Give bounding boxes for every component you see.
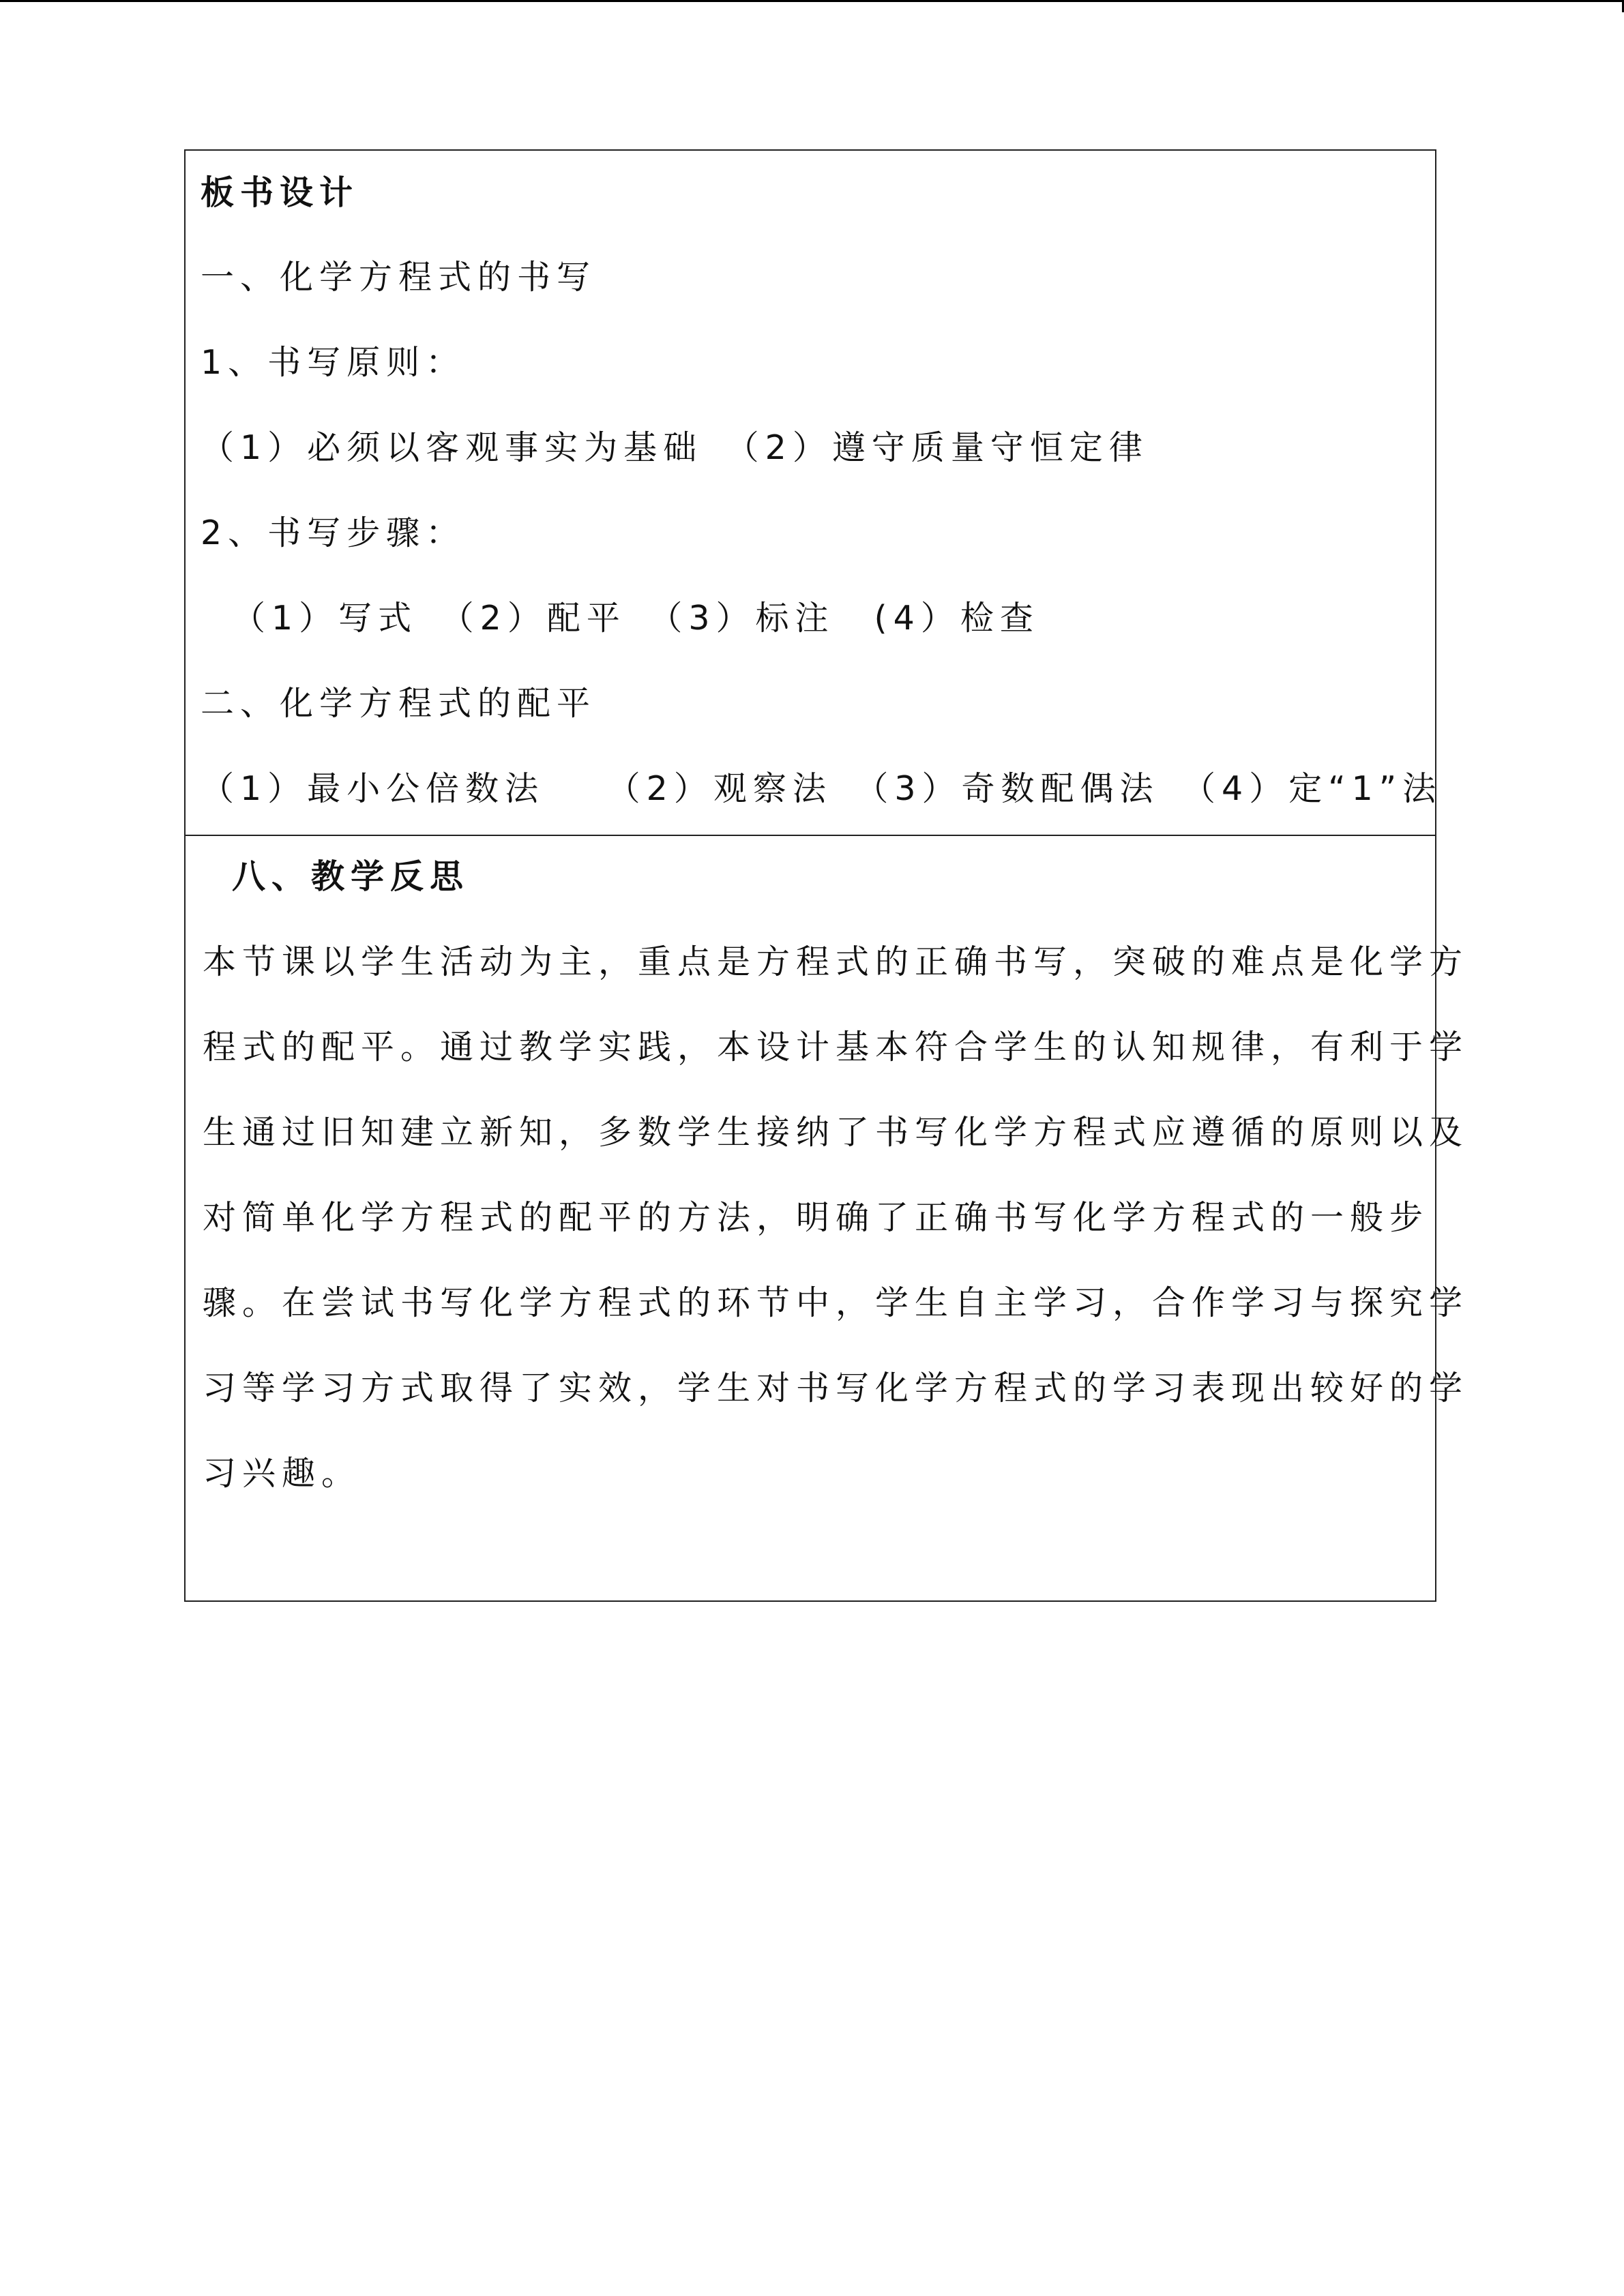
principles-line: （1）必须以客观事实为基础 （2）遵守质量守恒定律 [201,428,1149,467]
reflection-line: 本节课以学生活动为主，重点是方程式的正确书写，突破的难点是化学方 [203,942,1469,981]
section2-heading: 二、化学方程式的配平 [201,684,597,723]
lesson-plan-table [184,149,1469,1602]
reflection-heading: 八、教学反思 [232,857,470,896]
reflection-line: 生通过旧知建立新知，多数学生接纳了书写化学方程式应遵循的原则以及 [203,1113,1469,1152]
reflection-line: 对简单化学方程式的配平的方法，明确了正确书写化学方程式的一般步 [203,1198,1430,1237]
reflection-line: 骤。在尝试书写化学方程式的环节中，学生自主学习，合作学习与探究学 [203,1283,1469,1322]
section1-heading: 一、化学方程式的书写 [201,258,597,297]
balancing-methods-line: （1）最小公倍数法 （2）观察法 （3）奇数配偶法 （4）定“1”法 [201,769,1443,808]
steps-line: （1）写式 （2）配平 （3）标注 (4）检查 [232,599,1039,638]
reflection-line: 程式的配平。通过教学实践，本设计基本符合学生的认知规律，有利于学 [203,1028,1469,1067]
reflection-line: 习等学习方式取得了实效，学生对书写化学方程式的学习表现出较好的学 [203,1369,1469,1407]
reflection-line: 习兴趣。 [203,1454,361,1493]
board-design-title: 板书设计 [201,173,359,212]
page-top-rule [0,0,1624,2]
steps-heading: 2、书写步骤： [201,513,466,552]
board-design-cell [186,151,1443,836]
reflection-cell [186,836,1469,1600]
principles-heading: 1、书写原则： [201,343,466,382]
